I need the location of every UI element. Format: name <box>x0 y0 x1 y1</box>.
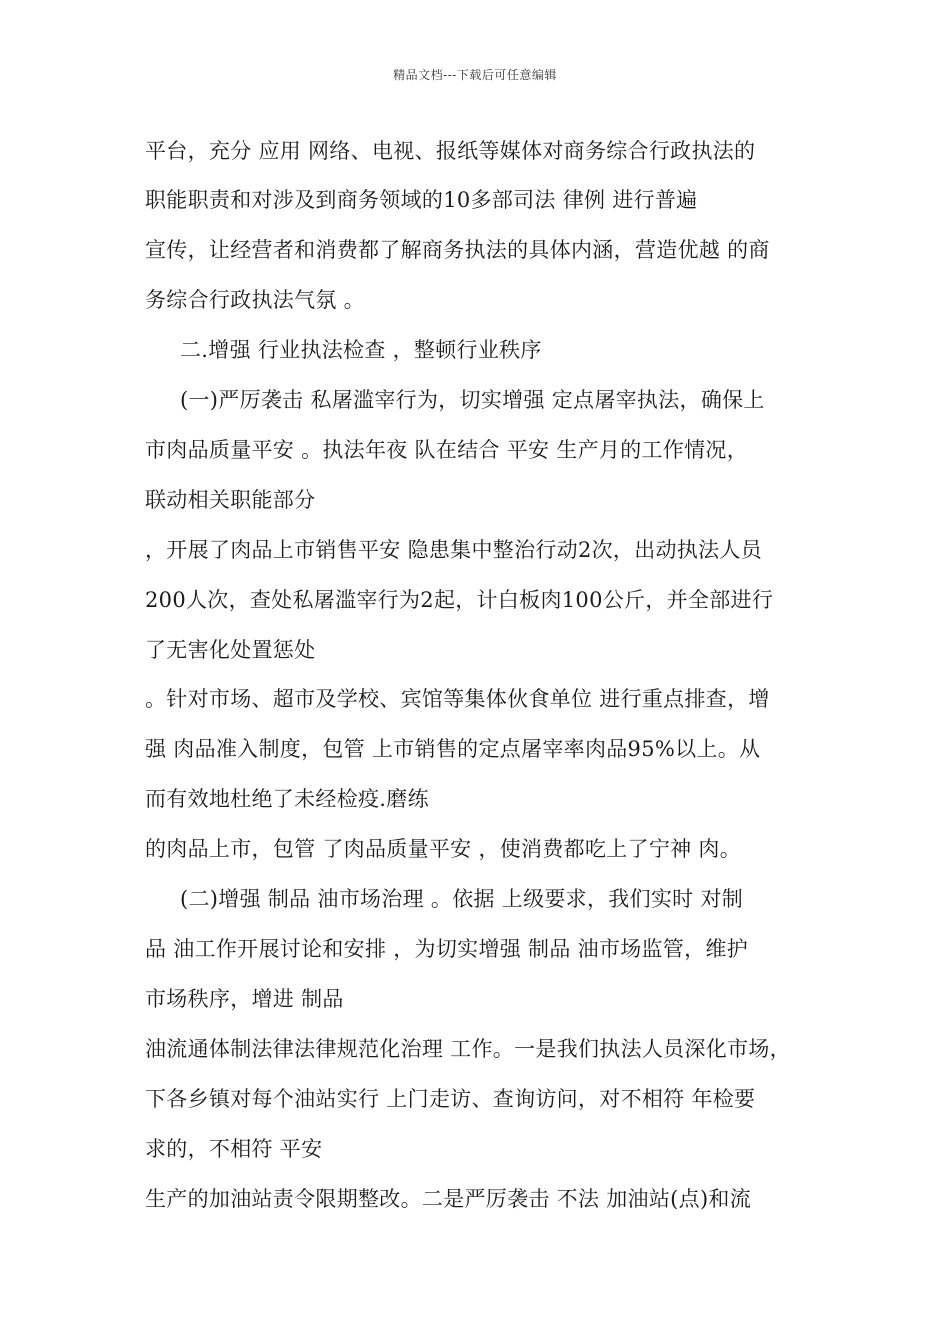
text-line: 职能职责和对涉及到商务领域的10多部司法 律例 进行普遍 <box>145 188 698 212</box>
page-header: 精品文档---下载后可任意编辑 <box>393 68 557 82</box>
text-line: ，开展了肉品上市销售平安 隐患集中整治行动2次，出动执法人员 <box>145 538 763 562</box>
text-line: 了无害化处置惩处 <box>145 638 316 662</box>
text-line: 平台，充分 应用 网络、电视、报纸等媒体对商务综合行政执法的 <box>145 139 756 163</box>
text-line: 的肉品上市，包管 了肉品质量平安 ，使消费都吃上了宁神 肉。 <box>145 837 742 861</box>
text-line: 品 油工作开展讨论和安排 ，为切实增强 制品 油市场监管，维护 <box>145 937 748 961</box>
text-line: 宣传，让经营者和消费都了解商务执法的具体内涵，营造优越 的商 <box>145 238 770 262</box>
text-line: 200人次，查处私屠滥宰行为2起，计白板肉100公斤，并全部进行 <box>145 588 774 612</box>
text-line: 市场秩序，增进 制品 <box>145 987 344 1011</box>
text-line: 生产的加油站责令限期整改。二是严厉袭击 不法 加油站(点)和流 <box>145 1187 752 1211</box>
text-line: 求的，不相符 平安 <box>145 1137 323 1161</box>
text-line: 务综合行政执法气氛 。 <box>145 288 365 312</box>
text-line: 油流通体制法律法律规范化治理 工作。一是我们执法人员深化市场， <box>145 1037 791 1061</box>
text-line: 而有效地杜绝了未经检疫.磨练 <box>145 787 429 811</box>
text-line: 下各乡镇对每个油站实行 上门走访、查询访问，对不相符 年检要 <box>145 1087 756 1111</box>
text-line: 联动相关职能部分 <box>145 488 316 512</box>
text-line: 。针对市场、超市及学校、宾馆等集体伙食单位 进行重点排查，增 <box>145 687 770 711</box>
text-line: (一)严厉袭击 私屠滥宰行为，切实增强 定点屠宰执法，确保上 <box>180 388 765 412</box>
text-line: 强 肉品准入制度，包管 上市销售的定点屠宰率肉品95%以上。从 <box>145 737 761 761</box>
text-line: (二)增强 制品 油市场治理 。依据 上级要求，我们实时 对制 <box>180 887 744 911</box>
section-heading: 二.增强 行业执法检查 ，整顿行业秩序 <box>180 338 542 362</box>
text-line: 市肉品质量平安 。执法年夜 队在结合 平安 生产月的工作情况， <box>145 438 748 462</box>
